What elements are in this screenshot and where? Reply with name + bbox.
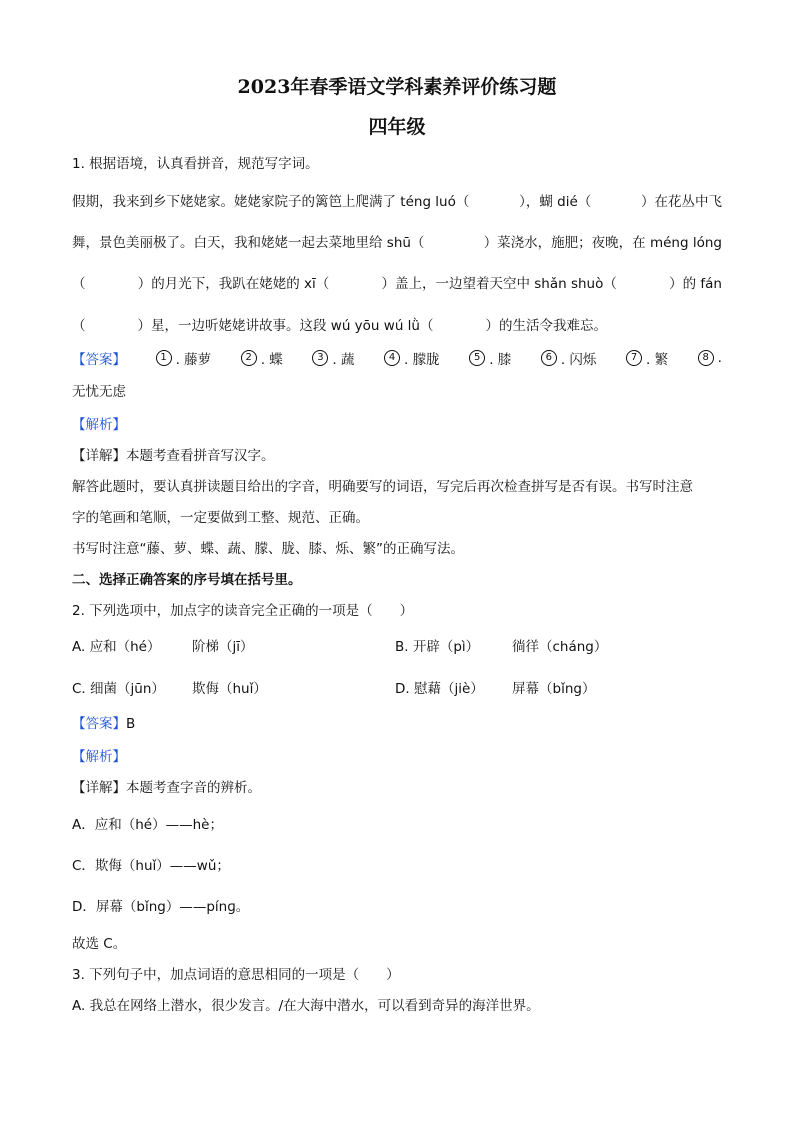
answer-item-5	[469, 348, 511, 368]
answer-item-3	[312, 348, 354, 368]
q2-option-a: A. 应和（hé）	[72, 639, 161, 655]
q2-option-b: B. 开辟（pì）	[395, 639, 480, 655]
grade-heading: 四年级	[368, 116, 426, 138]
answer-text: . 蔬	[332, 352, 355, 368]
q1-passage-line-4	[72, 314, 632, 334]
answer-item-2	[241, 348, 283, 368]
circled-number: 2	[241, 350, 257, 366]
detail-label: 【详解】	[72, 448, 126, 464]
passage-text: ）在花丛中飞	[640, 194, 722, 210]
q1-passage-line-3	[72, 272, 722, 292]
answer-value: B	[126, 716, 136, 732]
q3-option-a: A. 我总在网络上潜水，很少发言。/在大海中潜水，可以看到奇异的海洋世界。	[72, 998, 540, 1014]
answer-item-6	[541, 348, 597, 368]
answer-text: . 蝶	[260, 352, 283, 368]
passage-text: ），蝴 dié（	[519, 194, 592, 210]
answer-text: . 繁	[646, 352, 669, 368]
q2-detail	[72, 776, 722, 796]
q2-note-c: C．欺侮（huǐ）——wǔ；	[72, 858, 230, 874]
passage-text: 假期，我来到乡下姥姥家。姥姥家院子的篱笆上爬满了 téng luó（	[72, 194, 470, 210]
detail-label: 【详解】	[72, 780, 126, 796]
passage-text: （	[72, 276, 86, 292]
circled-number: 5	[469, 350, 485, 366]
answer-label: 【答案】	[72, 352, 126, 368]
passage-text: ）的 fán	[669, 276, 722, 292]
q1-explain-2: 字的笔画和笔顺，一定要做到工整、规范、正确。	[72, 510, 369, 526]
passage-text: 舞，景色美丽极了。白天，我和姥姥一起去菜地里给 shū（	[72, 235, 425, 251]
q2-option-d: D. 慰藉（jiè）	[395, 681, 484, 697]
circled-number: 3	[312, 350, 328, 366]
q1-passage-line-1	[72, 190, 722, 210]
exam-title: 2023年春季语文学科素养评价练习题	[237, 76, 557, 98]
q3-prompt: 3. 下列句子中，加点词语的意思相同的一项是（ ）	[72, 967, 400, 983]
q2-answer	[72, 712, 722, 732]
q2-option-c: C. 细菌（jūn）	[72, 681, 165, 697]
q1-answer-row	[72, 348, 722, 368]
answer-text: . 朦胧	[404, 352, 440, 368]
answer-item-1	[156, 348, 212, 368]
circled-number: 1	[156, 350, 172, 366]
q2-options-row-2	[72, 677, 722, 697]
q2-note-d: D．屏幕（bǐng）——pínɡ。	[72, 899, 250, 915]
q2-options-row-1	[72, 635, 722, 655]
answer-item-4	[384, 348, 440, 368]
passage-text: ）星，一边听姥姥讲故事。这段 wú yōu wú lǜ（	[137, 318, 434, 334]
passage-text: ）菜浇水，施肥；夜晚，在 méng lóng	[483, 235, 722, 251]
answer-text: . 闪烁	[560, 352, 597, 368]
answer-text: . 膝	[489, 352, 512, 368]
circled-number: 8	[698, 350, 714, 366]
q2-conclusion: 故选 C。	[72, 936, 127, 952]
q1-explain-3: 书写时注意“藤、萝、蝶、蔬、朦、胧、膝、烁、繁”的正确写法。	[72, 541, 464, 557]
q1-prompt: 1. 根据语境，认真看拼音，规范写字词。	[72, 156, 319, 172]
circled-number: 4	[384, 350, 400, 366]
q1-detail	[72, 444, 722, 464]
circled-number: 6	[541, 350, 557, 366]
q2-note-a: A．应和（hé）——hè；	[72, 817, 223, 833]
q2-option-b-word2: 徜徉（cháng）	[512, 639, 608, 655]
passage-text: （	[72, 318, 86, 334]
answer-item-7	[626, 348, 668, 368]
q1-passage-line-2	[72, 231, 722, 251]
q1-answer-continued: 无忧无虑	[72, 384, 126, 400]
passage-text: ）的月光下，我趴在姥姥的 xī（	[137, 276, 330, 292]
detail-text: 本题考查看拼音写汉字。	[126, 448, 275, 464]
q2-prompt: 2. 下列选项中，加点字的读音完全正确的一项是（ ）	[72, 603, 414, 619]
q1-analysis-label: 【解析】	[72, 417, 126, 433]
answer-text: .	[717, 350, 722, 366]
circled-number: 7	[626, 350, 642, 366]
detail-text: 本题考查字音的辨析。	[126, 780, 261, 796]
answer-label: 【答案】	[72, 716, 126, 732]
section-2-heading: 二、选择正确答案的序号填在括号里。	[72, 572, 302, 588]
q1-explain-1: 解答此题时，要认真拼读题目给出的字音，明确要写的词语，写完后再次检查拼写是否有误。书写时注意	[72, 479, 693, 495]
answer-item-8	[698, 348, 722, 368]
answer-text: . 藤萝	[175, 352, 212, 368]
q2-analysis-label: 【解析】	[72, 749, 126, 765]
passage-text: ）的生活令我难忘。	[485, 318, 607, 334]
passage-text: ）盖上，一边望着天空中 shǎn shuò（	[381, 276, 617, 292]
q2-option-c-word2: 欺侮（huǐ）	[192, 681, 267, 697]
q2-option-d-word2: 屏幕（bǐng）	[512, 681, 596, 697]
q2-option-a-word2: 阶梯（jī）	[192, 639, 254, 655]
